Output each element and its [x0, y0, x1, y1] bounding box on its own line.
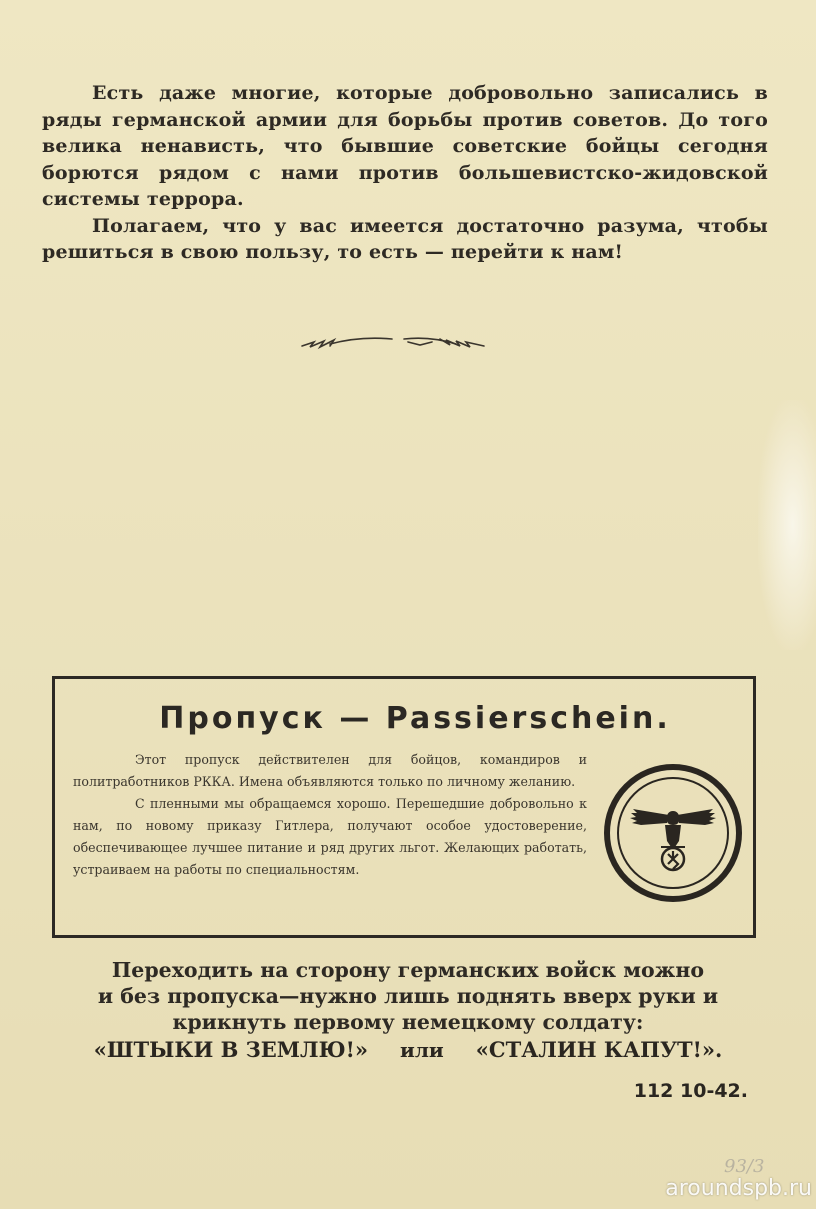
- intro-paragraph-2: Полагаем, что у вас имеется достаточно разума, чтобы решиться в свою пользу, то есть — перейти к нам!: [42, 214, 768, 263]
- slogan-left: «ШТЫКИ В ЗЕМЛЮ!»: [93, 1037, 368, 1062]
- closing-line-3: крикнуть первому немецкому солдату:: [172, 1010, 644, 1034]
- leaflet-code: 112 10-42.: [633, 1080, 748, 1102]
- eagle-seal-icon: [603, 763, 743, 903]
- pass-text: [73, 749, 587, 881]
- pass-paragraph-2: С пленными мы обращаемся хорошо. Перешедшие добровольно к нам, по новому приказу Гитлера, получают особое удостоверение, обеспечивающее лучшее питание и ряд других льгот. Желающих работать, устраиваем на работы по специальностям.: [73, 796, 587, 877]
- closing-line-1: Переходить на сторону германских войск можно: [111, 958, 705, 982]
- slogan-line: [40, 1037, 776, 1062]
- closing-line-2: и без пропуска—нужно лишь поднять вверх руки и: [97, 984, 719, 1008]
- closing-text: [30, 957, 786, 1035]
- pass-box: [52, 676, 756, 938]
- slogan-right: «СТАЛИН КАПУТ!».: [475, 1037, 723, 1062]
- page-mark: 93/3: [724, 1156, 765, 1177]
- paper-stain: [758, 400, 816, 650]
- divider-flourish-icon: [300, 330, 486, 354]
- intro-paragraph-1: Есть даже многие, которые добровольно записались в ряды германской армии для борьбы против советов. До того велика ненависть, что бывшие советские бойцы сегодня борются рядом с нами против большевистско-жидовской системы террора.: [42, 82, 768, 210]
- slogan-or: или: [400, 1038, 444, 1062]
- site-watermark: aroundspb.ru: [665, 1176, 812, 1201]
- pass-title: Пропуск — Passierschein.: [159, 701, 671, 736]
- intro-text: [42, 80, 768, 266]
- pass-paragraph-1: Этот пропуск действителен для бойцов, командиров и политработников РККА. Имена объявляются только по личному желанию.: [73, 752, 587, 789]
